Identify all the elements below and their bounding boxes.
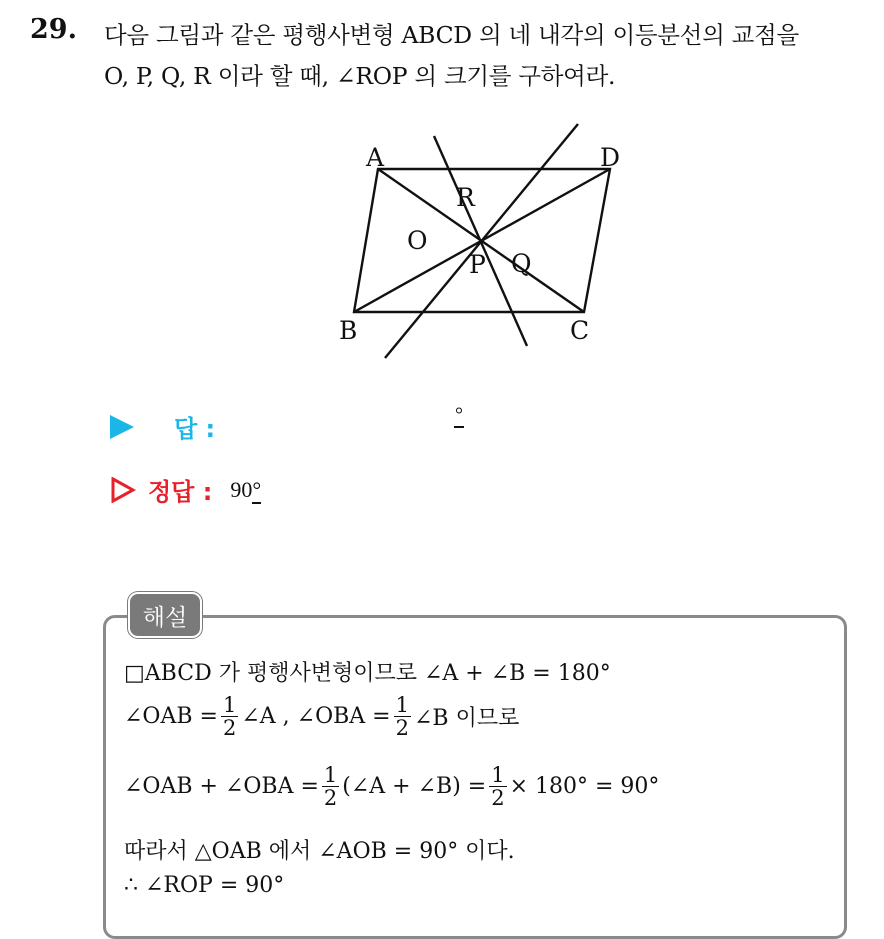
solution-line3-part-a: ∠OAB + ∠OBA = bbox=[124, 774, 319, 800]
solution-line-4: 따라서 △OAB 에서 ∠AOB = 90° 이다. bbox=[124, 839, 515, 864]
fraction-denominator: 2 bbox=[491, 786, 505, 811]
answer-unit: ° bbox=[455, 404, 463, 426]
fraction-denominator: 2 bbox=[395, 716, 409, 741]
correct-value-number: 90 bbox=[230, 476, 253, 502]
point-label-q: Q bbox=[511, 249, 532, 278]
correct-answer-value bbox=[230, 477, 261, 503]
fraction-numerator: 1 bbox=[323, 763, 338, 787]
fraction-numerator: 1 bbox=[395, 693, 409, 717]
fraction-half bbox=[489, 764, 506, 809]
solution-line2-part-b: ∠A , ∠OBA = bbox=[241, 704, 391, 730]
vertex-label-b: B bbox=[339, 316, 358, 345]
fraction-denominator: 2 bbox=[222, 716, 237, 741]
solution-line2-part-a: ∠OAB = bbox=[124, 704, 218, 730]
point-label-p: P bbox=[469, 250, 486, 279]
solution-line-5: ∴ ∠ROP = 90° bbox=[124, 873, 285, 898]
parallelogram-figure bbox=[330, 110, 650, 370]
fraction-half bbox=[221, 694, 238, 739]
solution-line3-part-c: × 180° = 90° bbox=[509, 774, 660, 800]
answer-input[interactable] bbox=[454, 404, 464, 427]
fraction-numerator: 1 bbox=[491, 763, 505, 787]
fraction-half bbox=[322, 764, 339, 809]
fraction-numerator: 1 bbox=[222, 693, 237, 717]
solution-tag: 해설 bbox=[128, 592, 202, 638]
solution-line-1: □ABCD 가 평행사변형이므로 ∠A + ∠B = 180° bbox=[124, 661, 611, 686]
question-text-line1: 다음 그림과 같은 평행사변형 ABCD 의 네 내각의 이등분선의 교점을 bbox=[104, 21, 799, 49]
vertex-label-a: A bbox=[366, 143, 385, 172]
solution-line3-part-b: (∠A + ∠B) = bbox=[342, 774, 487, 800]
answer-row bbox=[110, 409, 215, 444]
correct-answer-label: 정답 : bbox=[148, 478, 213, 506]
correct-value-unit: ° bbox=[252, 476, 262, 502]
solution-line2-part-c: ∠B 이므로 bbox=[413, 706, 520, 732]
correct-answer-row bbox=[110, 472, 261, 507]
solution-line-2 bbox=[124, 694, 519, 739]
outline-triangle-icon bbox=[110, 477, 136, 503]
vertex-label-d: D bbox=[600, 143, 621, 172]
point-label-r: R bbox=[456, 183, 475, 212]
question-text-line2: O, P, Q, R 이라 할 때, ∠ROP 의 크기를 구하여라. bbox=[104, 62, 616, 90]
question-number: 29. bbox=[30, 14, 77, 45]
fraction-half bbox=[394, 694, 411, 739]
fraction-denominator: 2 bbox=[323, 786, 338, 811]
point-label-o: O bbox=[407, 226, 428, 255]
solution-line-3 bbox=[124, 764, 659, 809]
answer-label: 답 : bbox=[174, 415, 216, 443]
vertex-label-c: C bbox=[570, 316, 590, 345]
play-triangle-icon bbox=[110, 415, 134, 439]
